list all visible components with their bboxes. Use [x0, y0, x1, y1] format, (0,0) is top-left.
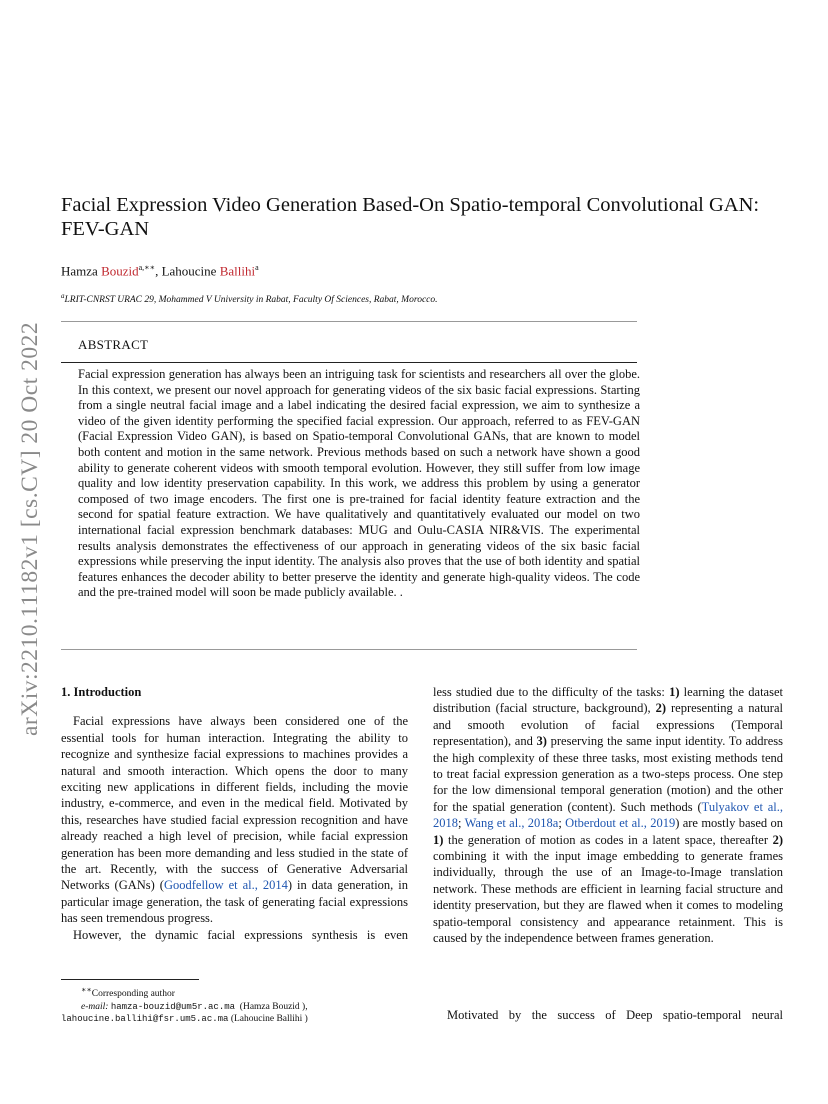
right-paragraph [433, 684, 783, 947]
right-text-2: learning the dataset distribution (facial structure, background), [433, 685, 783, 716]
motivated-line: Motivated by the success of Deep spatio-temporal neural [447, 1008, 783, 1022]
cite-sep-2: ; [558, 816, 566, 831]
citation-wang[interactable]: Wang et al., 2018a [464, 816, 559, 831]
author-sep: , Lahoucine [155, 263, 220, 279]
abstract-text: Facial expression generation has always been an intriguing task for scientists and researchers all over the globe. In this context, we present our novel approach for generating videos of the six basic facial expressions. Starting from a single neutral facial image and a label indicating the desired facial expression, we aim to synthesize a video of the given identity performing the specified facial expression. Our approach, referred to as FEV-GAN (Facial Expression Video GAN), is based on Spatio-temporal Convolutional GANs, that are known to model both content and motion in the same network. Previous methods based on such a network have shown a good ability to generate coherent videos with smooth temporal evolution. However, they still suffer from low image quality and low identity preservation capability. In this work, we address this problem by using a generator composed of two image encoders. The first one is pre-trained for facial identity feature extraction and the second for spatial feature extraction. We have qualitatively and quantitatively evaluated our model on two international facial expression benchmark databases: MUG and Oulu-CASIA NIR&VIS. The experimental results analysis demonstrates the effectiveness of our approach in generating videos of the six basic facial expressions while preserving the input identity. The analysis also proves that the use of both identity and spatial features enhances the decoder ability to better preserve the identity and generate high-quality videos. The code and the pre-trained model will soon be made publicly available. . [78, 367, 640, 600]
enum-3: 3) [536, 734, 547, 749]
paper-title: Facial Expression Video Generation Based-On Spatio-temporal Convolutional GAN: FEV-GAN [61, 194, 760, 240]
right-text-7: combining it with the input image embedding to generate frames individually, through the use of an Image-to-Image translation network. These methods are efficient in learning facial structure and identity preservation, but they are flawed when it comes to modeling spatio-temporal consistency and appearance retainment. This is caused by the independence between frames generation. [433, 849, 783, 946]
footnote-email-line [61, 1001, 421, 1014]
enum-5: 2) [772, 832, 783, 847]
abstract-heading: ABSTRACT [78, 337, 149, 352]
affiliation-sup: a [61, 292, 65, 300]
rule-top [61, 321, 637, 322]
intro-p1-text-b: ) in data generation, in particular image generation, the task of generating facial expressions has seen tremendous progress. [61, 878, 408, 926]
citation-otberdout[interactable]: Otberdout et al., 2019 [565, 816, 676, 831]
citation-tulyakov[interactable]: Tulyakov et al., 2018 [433, 799, 783, 831]
right-text-5: ) are mostly based on [675, 816, 784, 831]
arxiv-stamp: arXiv:2210.11182v1 [cs.CV] 20 Oct 2022 [17, 321, 43, 736]
rule-bottom [61, 649, 637, 650]
enum-1: 1) [669, 685, 680, 699]
footnote-corr: Corresponding author [91, 989, 175, 1000]
right-text-1: less studied due to the difficulty of the tasks: [433, 685, 670, 699]
intro-paragraph-1 [61, 713, 408, 926]
author-1-first: Hamza [61, 263, 102, 279]
right-column [433, 684, 783, 947]
enum-4: 1) [433, 832, 444, 847]
intro-paragraph-2: However, the dynamic facial expressions synthesis is even [73, 927, 408, 942]
intro-p1-text-a: Facial expressions have always been considered one of the essential tools for human interaction. Integrating the ability to recognize and synthesize facial expressions to machines provides a natural and smooth interaction. Which opens the door to many exciting new applications in different fields, including the movie industry, e-commerce, and even in the medical field. Motivated by this, researches have studied facial expression recognition and have already reached a high level of precision, while facial expression generation has been more demanding and less studied in the state of the art. Recently, with the success of Generative Adversarial Networks (GANs) ( [61, 714, 408, 893]
affiliation-text: LRIT-CNRST URAC 29, Mohammed V University in Rabat, Faculty Of Sciences, Rabat, Morocco. [64, 295, 438, 306]
affiliation [61, 292, 438, 305]
footnote-rule [61, 979, 199, 980]
author-line [61, 263, 259, 279]
enum-2: 2) [655, 701, 667, 716]
author-2-last[interactable]: Ballihi [219, 263, 256, 279]
email-2-name: (Lahoucine Ballihi ) [230, 1014, 308, 1025]
left-column [61, 684, 408, 943]
email-1[interactable]: hamza-bouzid@um5r.ac.ma [110, 1001, 236, 1012]
email-label: e-mail: [81, 1001, 109, 1012]
footnote-email-line-2 [61, 1013, 421, 1026]
citation-goodfellow[interactable]: Goodfellow et al., 2014 [163, 878, 288, 893]
author-2-sup: a [255, 263, 259, 272]
author-1-sup: a,∗∗ [138, 263, 156, 272]
rule-abstract [61, 362, 637, 363]
right-text-3: representing a natural and smooth evolution of facial expressions (Temporal representation), and [433, 701, 783, 749]
right-text-6: the generation of motion as codes in a latent space, thereafter [443, 832, 773, 847]
email-2[interactable]: lahoucine.ballihi@fsr.um5.ac.ma [61, 1014, 229, 1025]
footnote-corr-line [61, 984, 421, 1001]
email-1-name: (Hamza Bouzid ), [239, 1001, 308, 1012]
section-heading: 1. Introduction [61, 685, 142, 699]
cite-sep-1: ; [458, 816, 465, 831]
right-text-4: preserving the same input identity. To address the high complexity of these three tasks, most existing methods tend to treat facial expression generation as a two-steps process. One step for the low dimensional temporal generation (motion) and the other for the spatial generation (content). Such methods ( [433, 734, 784, 814]
author-1-last[interactable]: Bouzid [101, 263, 139, 279]
footnote-sup: ∗∗ [81, 985, 92, 994]
footnote [61, 984, 421, 1026]
